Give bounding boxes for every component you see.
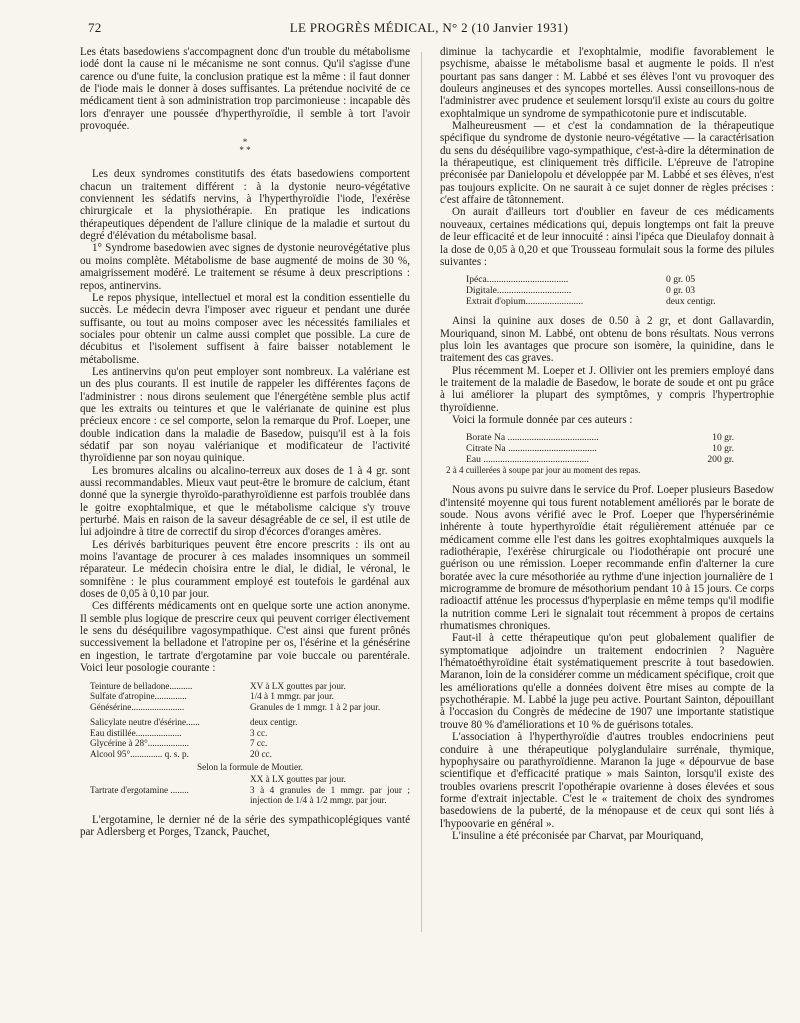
- paragraph: Ces différents médicaments ont en quelque sorte une action anonyme. Il semble plus logique de prescrire ceux qui peuvent corriger électivement le sens du déséquilibre vagosympathique. C'est ainsi que furent prônés successivement la belladone et l'atropine per os, l'ésérine et la génésérine en ingestion, le tartrate d'ergotamine par voie buccale ou parentérale. Voici leur posologie courante :: [80, 600, 410, 675]
- prescription-row: Eau ............................................ 200 gr.: [466, 454, 734, 466]
- paragraph: Voici la formule donnée par ces auteurs :: [452, 413, 633, 426]
- running-title: LE PROGRÈS MÉDICAL, N° 2 (10 Janvier 1931): [289, 20, 569, 35]
- paragraph: Les antinervins qu'on peut employer sont nombreux. La valériane est un des plus courants. Il est inutile de rappeler les différentes façons de l'administrer : nous dirons seulement que l'énergétène semble plus actif que les extraits ou teintures et que le valérianate de quinine est plus précieux encore : ce sel comporte, selon la remarque du Prof. Loeper, une double indication dans la maladie de Basedow, puisqu'il est à la fois sédatif par son noyau valérianique et modificateur de l'activité thyroïdienne par son noyau quinique.: [80, 365, 410, 465]
- page-header: [88, 20, 770, 40]
- prescription-row: Citrate Na ..................................... 10 gr.: [466, 443, 734, 455]
- section-separator-asterisks: * * *: [239, 137, 251, 156]
- column-divider: [421, 52, 422, 932]
- paragraph: Plus récemment M. Loeper et J. Ollivier ont les premiers employé dans le traitement de la maladie de Basedow, le borate de soude et ont pu grâce à lui améliorer la plupart des symptômes, y compris l'hypertrophie thyroïdienne.: [440, 364, 774, 414]
- prescription-list: [466, 274, 774, 307]
- prescription-row: Salicylate neutre d'ésérine...... deux centigr.: [90, 717, 298, 728]
- right-column: [440, 46, 774, 842]
- prescription-row: Eau distillée.................... 3 cc.: [90, 727, 268, 738]
- paragraph: L'insuline a été préconisée par Charvat, par Mouriquand,: [452, 829, 704, 842]
- prescription-row: Alcool 95°.............. q. s. p. 20 cc.: [90, 749, 272, 760]
- page-number: 72: [88, 20, 102, 35]
- prescription-row: Glycérine à 28°.................. 7 cc.: [90, 738, 268, 749]
- prescription-list: [446, 432, 774, 476]
- paragraph: Les dérivés barbituriques peuvent être encore prescrits : ils ont au moins l'avantage de procurer à ces malades insomniques un sommeil réparateur. Le médecin choisira entre le dial, le didial, le véronal, le somnifène : le plus couramment employé est toutefois le gardénal aux doses de 0,05 à 0,10 par jour.: [80, 538, 410, 601]
- prescription-note: 2 à 4 cuillerées à soupe par jour au moment des repas.: [446, 465, 641, 476]
- prescription-list: [90, 681, 410, 807]
- prescription-row: Extrait d'opium........................ deux centigr.: [466, 296, 716, 308]
- paragraph: Les deux syndromes constitutifs des états basedowiens comportent chacun un traitement différent : à la dystonie neuro-végétative conviennent les sédatifs nervins, à l'hyperthyroïdie l'iode, l'exérèse chirurgicale et la physiothérapie. En pratique les indications thérapeutiques dépendent de l'allure clinique de la maladie et surtout du degré d'élévation du métabolisme basal.: [80, 168, 410, 243]
- paragraph: Faut-il à cette thérapeutique qu'on peut globalement qualifier de symptomatique adjoindre un traitement endocrinien ? Naguère l'hématoéthyroïdine était systématiquement prescrite à tout basedowien. Maranon, loin de la considérer comme un médicament spécifique, croit que les améliorations qu'elle a données doivent être mises au compte de la psychothérapie. M. Labbé la juge peu active. Pourtant Sainton, dépouillant à l'occasion du Congrès de médecine de 1907 une importante statistique trouve 80 % d'améliorations et 10 % de guérisons totales.: [440, 632, 774, 731]
- formula-attribution: Selon la formule de Moutier.: [197, 761, 303, 772]
- paragraph: Ainsi la quinine aux doses de 0.50 à 2 gr, et dont Gallavardin, Mouriquand, sinon M. Labbé, ont obtenu de bons résultats. Nous verrons plus loin les avantages que procure son isomère, la quinidine, dans le traitement des cas graves.: [440, 315, 774, 365]
- paragraph: On aurait d'ailleurs tort d'oublier en faveur de ces médicaments nouveaux, certaines médications qui, depuis longtemps ont fait la preuve de leur efficacité et de leur innocuité : ainsi l'ipéca que Dieulafoy donnait à la dose de 0,05 à 0,20 et que Trousseau formulait sous la forme des pilules suivantes :: [440, 206, 774, 268]
- paragraph: L'association à l'hyperthyroïdie d'autres troubles endocriniens peut conduire à une thérapeutique polyglandulaire surrénale, thymique, hypophysaire ou parathyroïdienne. Maranon la juge « dépourvue de base scientifique et d'efficacité pratique » mais Sainton, lorsqu'il existe des troubles ovariens prescrit l'opothérapie ovarienne à doses élevées et sous forme d'extrait injectable. C'est le « traitement de choix des syndromes basedowiens de la puberté, de la ménopause et de ceux qui sont liés à l'hypoovarie en général ».: [440, 731, 774, 830]
- paragraph: Nous avons pu suivre dans le service du Prof. Loeper plusieurs Basedow d'intensité moyenne qui tous furent notablement améliorés par le borate de soude. Nous avons vérifié avec le Prof. Loeper que l'hypersérinémie inhérente à toute hyperthyroïdie était régulièrement atténuée par ce médicament comme elle l'est dans les goitres exophtalmiques auxquels la radiothérapie, l'exérèse chirurgicale ou l'iodothérapie ont procuré une guérison ou une rémission. Loeper recommande enfin d'alterner la cure boratée avec la cure mésothoriée au rythme d'une injection journalière de 1 microgramme de bromure de mésothorium pendant 10 à 15 jours. Ce corps radioactif atténue les processus d'hyperplasie en même temps qu'il modifie la nutrition comme Leri le signalait tout récemment à propos de certains rhumatismes chroniques.: [440, 484, 774, 633]
- prescription-row: Génésérine....................... Granules de 1 mmgr. 1 à 2 par jour.: [90, 701, 381, 712]
- prescription-row: Digitale............................... 0 gr. 03: [466, 285, 696, 297]
- prescription-row: Borate Na ...................................... 10 gr.: [466, 432, 734, 444]
- paragraph: 1° Syndrome basedowien avec signes de dystonie neurovégétative plus ou moins complète. Métabolisme de base augmenté de moins de 30 %, amaigrissement modéré. Le traitement se résume à deux prescriptions : repos, antinervins.: [80, 242, 410, 292]
- paragraph: L'ergotamine, le dernier né de la série des sympathicoplégiques vanté par Adlersberg et Porges, Tzanck, Pauchet,: [80, 814, 410, 839]
- prescription-row: XX à LX gouttes par jour.: [250, 774, 346, 785]
- prescription-row: Sulfate d'atropine.............. 1/4 à 1 mmgr. par jour.: [90, 691, 334, 702]
- left-column: [80, 46, 410, 839]
- paragraph: Les états basedowiens s'accompagnent donc d'un trouble du métabolisme iodé dont la cause ni le mécanisme ne sont connus. Qu'il s'agisse d'une carence ou d'une fuite, la conclusion pratique est la même : il faut donner de l'iode mais le donner à doses suffisantes. La prétendue nocivité de ce médicament tient à son administration trop parcimonieuse : incapable dès lors d'enrayer une poussée d'hyperthyroïdie, il semble à tort l'avoir provoquée.: [80, 46, 410, 133]
- paragraph: Les bromures alcalins ou alcalino-terreux aux doses de 1 à 4 gr. sont aussi recommandables. Mieux vaut peut-être le bromure de calcium, étant donné que la synergie thyroïdo-parathyroïdienne est parfois troublée dans le goitre exophtalmique, et que le métabolisme calcique s'y trouve perturbé. Mais en raison de la saveur désagréable de ce sel, il est utile de lui adjoindre à titre de correctif du sirop d'écorces d'oranges amères.: [80, 464, 410, 539]
- prescription-row: Ipéca.................................. 0 gr. 05: [466, 274, 696, 286]
- prescription-row: Tartrate d'ergotamine ........ 3 à 4 granules de 1 mmgr. par jour ; injection de 1/4 à 1/2 mmgr. par jour.: [90, 784, 410, 806]
- prescription-row: Teinture de belladone.......... XV à LX gouttes par jour.: [90, 680, 346, 691]
- paragraph: Le repos physique, intellectuel et moral est la condition essentielle du succès. Le médecin devra l'imposer avec rigueur et pendant une durée suffisante, ou tout au moins composer avec les nécessités familiales et sociales pour obtenir un calme aussi complet que possible. La cure de décubitus et l'isolement suffisent à faire baisser notablement le métabolisme.: [80, 291, 410, 366]
- paragraph: Malheureusment — et c'est la condamnation de la thérapeutique spécifique du syndrome de dystonie neuro-végétative — la caractérisation du sens du déséquilibre vago-sympathique, c'est-à-dire la détermination de la thérapeutique, est cliniquement très difficile. L'épreuve de l'atropine préconisée par Danielopolu et développée par M. Labbé et ses élèves, n'est pas toujours explicite. On ne saurait à ce sujet donner de règles précises : c'est affaire de tâtonnement.: [440, 120, 774, 207]
- paragraph: diminue la tachycardie et l'exophtalmie, modifie favorablement le psychisme, abaisse le métabolisme basal et augmente le poids. Il n'est pourtant pas sans danger : M. Labbé et ses élèves l'ont vu provoquer des douleurs angineuses et des syncopes mortelles. Aussi conseillons-nous de l'administrer avec prudence et seulement lorsqu'il existe au cours du goitre exophtalmique un syndrome de sympathicotonie pure et indiscutable.: [440, 46, 774, 120]
